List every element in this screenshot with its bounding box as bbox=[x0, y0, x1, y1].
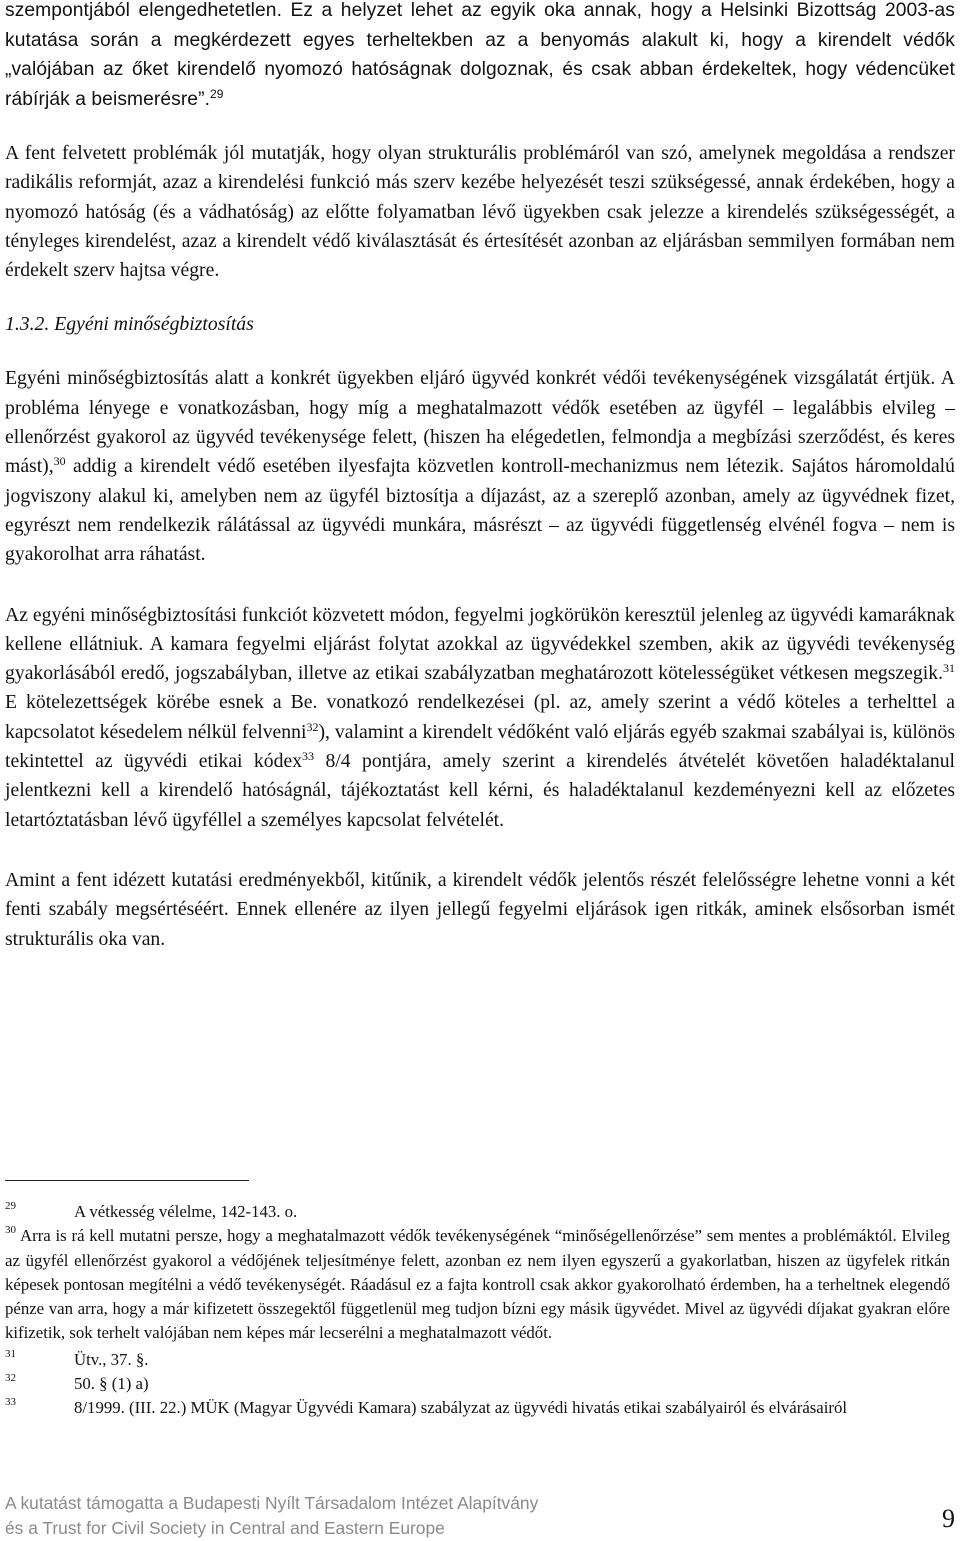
paragraph-text: addig a kirendelt védő esetében ilyesfajta közvetlen kontroll-mechanizmus nem létezik. Sajátos háromoldalú jogviszony alakul ki, amelyben nem az ügyfél biztosítja a díjazást, az a szereplő azonban, amely az ügyvédnek fizet, egyrészt nem rendelkezik rálátással az ügyvédi munkára, másrészt – az ügyvédi függetlenség elvénél fogva – nem is gyakorolhat arra ráhatást. bbox=[5, 455, 955, 566]
paragraph-continuation bbox=[5, 0, 955, 114]
footnote-number: 31 bbox=[5, 1347, 16, 1360]
footnote-separator bbox=[5, 1180, 249, 1181]
paragraph-text: Egyéni minőségbiztosítás alatt a konkrét ügyekben eljáró ügyvéd konkrét védői tevékenységének vizsgálatát értjük. A probléma lényege e vonatkozásban, hogy míg a meghatalmazott védők esetében az ügyfél – legalábbis elvileg – ellenőrzést gyakorol az ügyvéd tevékenysége felett, (hiszen ha elégedetlen, felmondja a megbízási szerződést, és keres mást), bbox=[5, 367, 955, 478]
footnote-ref-32[interactable]: 32 bbox=[306, 719, 319, 734]
footer-line-2: és a Trust for Civil Society in Central and Eastern Europe bbox=[5, 1518, 445, 1538]
footnote-30 bbox=[5, 1224, 950, 1345]
footnote-number: 33 bbox=[5, 1396, 16, 1409]
paragraph-text: Az egyéni minőségbiztosítási funkciót közvetett módon, fegyelmi jogkörükön keresztül jelenleg az ügyvédi kamaráknak kellene ellátniuk. A kamara fegyelmi eljárást folytat azokkal az ügyvédekkel szemben, akik az ügyvédi tevékenység gyakorlásából eredő, jogszabályban, illetve az etikai szabályzatban meghatározott kötelességüket vétkesen megszegik. bbox=[5, 603, 955, 685]
paragraph-text: 8/4 pontjára, amely szerint a kirendelés átvételét követően haladéktalanul jelentkezni kell a kirendelő hatóságnál, tájékoztatást kell kérni, és haladéktalanul kezdeményezni kell az előzetes letartóztatásban lévő ügyféllel a személyes kapcsolat felvételét. bbox=[5, 750, 956, 831]
footnote-29 bbox=[5, 1200, 950, 1224]
footnote-ref-29[interactable]: 29 bbox=[210, 86, 224, 101]
footnote-ref-31[interactable]: 31 bbox=[943, 661, 955, 676]
section-heading: 1.3.2. Egyéni minőségbiztosítás bbox=[5, 313, 254, 336]
footnote-number: 30 bbox=[5, 1224, 16, 1237]
footnote-text: Ütv., 37. §. bbox=[74, 1349, 149, 1369]
footnote-32 bbox=[5, 1372, 950, 1396]
footnote-text: 8/1999. (III. 22.) MÜK (Magyar Ügyvédi Kamara) szabályzat az ügyvédi hivatás etikai szabályairól és elvárásairól bbox=[74, 1398, 848, 1418]
paragraph-text: szempontjából elengedhetetlen. Ez a helyzet lehet az egyik oka annak, hogy a Helsinki Bizottság 2003-as kutatása során a megkérdezett egyes terheltekben az a benyomás alakult ki, hogy a kirendelt védők „valójában az őket kirendelő nyomozó hatóságnak dolgoznak, és csak abban érdekeltek, hogy védencüket rábírják a beismerésre”. bbox=[5, 0, 955, 110]
paragraph-text: E kötelezettségek körébe esnek a Be. vonatkozó rendelkezései (pl. az, amely szerint a védő köteles a terhelttel a kapcsolatot késedelem nélkül felvenni bbox=[5, 691, 955, 743]
document-page bbox=[5, 0, 955, 954]
page-footer bbox=[5, 1491, 950, 1541]
footnote-text: A vétkesség vélelme, 142-143. o. bbox=[74, 1202, 298, 1221]
footnote-31 bbox=[5, 1348, 950, 1372]
footnote-33 bbox=[5, 1396, 950, 1420]
footnotes bbox=[5, 1192, 950, 1421]
paragraph-structural-problems: A fent felvetett problémák jól mutatják, hogy olyan strukturális problémáról van szó, amelynek megoldása a rendszer radikális reformját, azaz a kirendelési funkció más szerv kezébe helyezését teszi szükségessé, annak érdekében, hogy a nyomozó hatóság (és a vádhatóság) az előtte folyamatban lévő ügyekben csak jelezze a kirendelés szükségességét, a tényleges kirendelést, azaz a kirendelt védő kiválasztását és értesítését azonban az eljárásban semmilyen formában nem érdekelt szerv hajtsa végre. bbox=[5, 142, 955, 282]
footnote-ref-33[interactable]: 33 bbox=[302, 749, 315, 764]
footnote-number: 32 bbox=[5, 1372, 16, 1385]
footnote-text: Arra is rá kell mutatni persze, hogy a meghatalmazott védők tevékenységének “minőségellenőrzése” sem mentes a problémáktól. Elvileg az ügyfél ellenőrzést gyakorol a védőjének teljesítménye felett, azonban ez nem ilyen egyszerű a gyakorlatban, hiszen az ügyfelek ritkán képesek pontosan megítélni a védő tevékenységét. Ráadásul ez a fajta kontroll csak akkor gyakorolható érdemben, ha a terheltnek elegendő pénze van arra, hogy a már kifizetett összegektől függetlenül meg tudjon bízni egy másik ügyvédet. Mivel az ügyvédi díjakat gyakran előre kifizetik, sok terhelt valójában nem képes már lecserélni a meghatalmazott védőt. bbox=[5, 1226, 950, 1343]
footnote-text: 50. § (1) a) bbox=[74, 1374, 149, 1394]
footnote-number: 29 bbox=[5, 1200, 16, 1212]
paragraph-disciplinary-function bbox=[5, 601, 955, 835]
paragraph-quality-assurance bbox=[5, 364, 955, 569]
paragraph-research-results: Amint a fent idézett kutatási eredményekből, kitűnik, a kirendelt védők jelentős részét felelősségre lehetne vonni a két fenti szabály megsértéséért. Ennek ellenére az ilyen jellegű fegyelmi eljárások igen ritkák, aminek elsősorban ismét strukturális oka van. bbox=[5, 868, 955, 950]
page-number: 9 bbox=[942, 1504, 955, 1533]
footnote-ref-30[interactable]: 30 bbox=[53, 454, 66, 469]
paragraph-text: ), valamint a kirendelt védőként való eljárás egyéb szakmai szabályai is, különös tekintettel az ügyvédi etikai kódex bbox=[5, 720, 955, 773]
footer-line-1: A kutatást támogatta a Budapesti Nyílt Társadalom Intézet Alapítvány bbox=[5, 1493, 539, 1513]
